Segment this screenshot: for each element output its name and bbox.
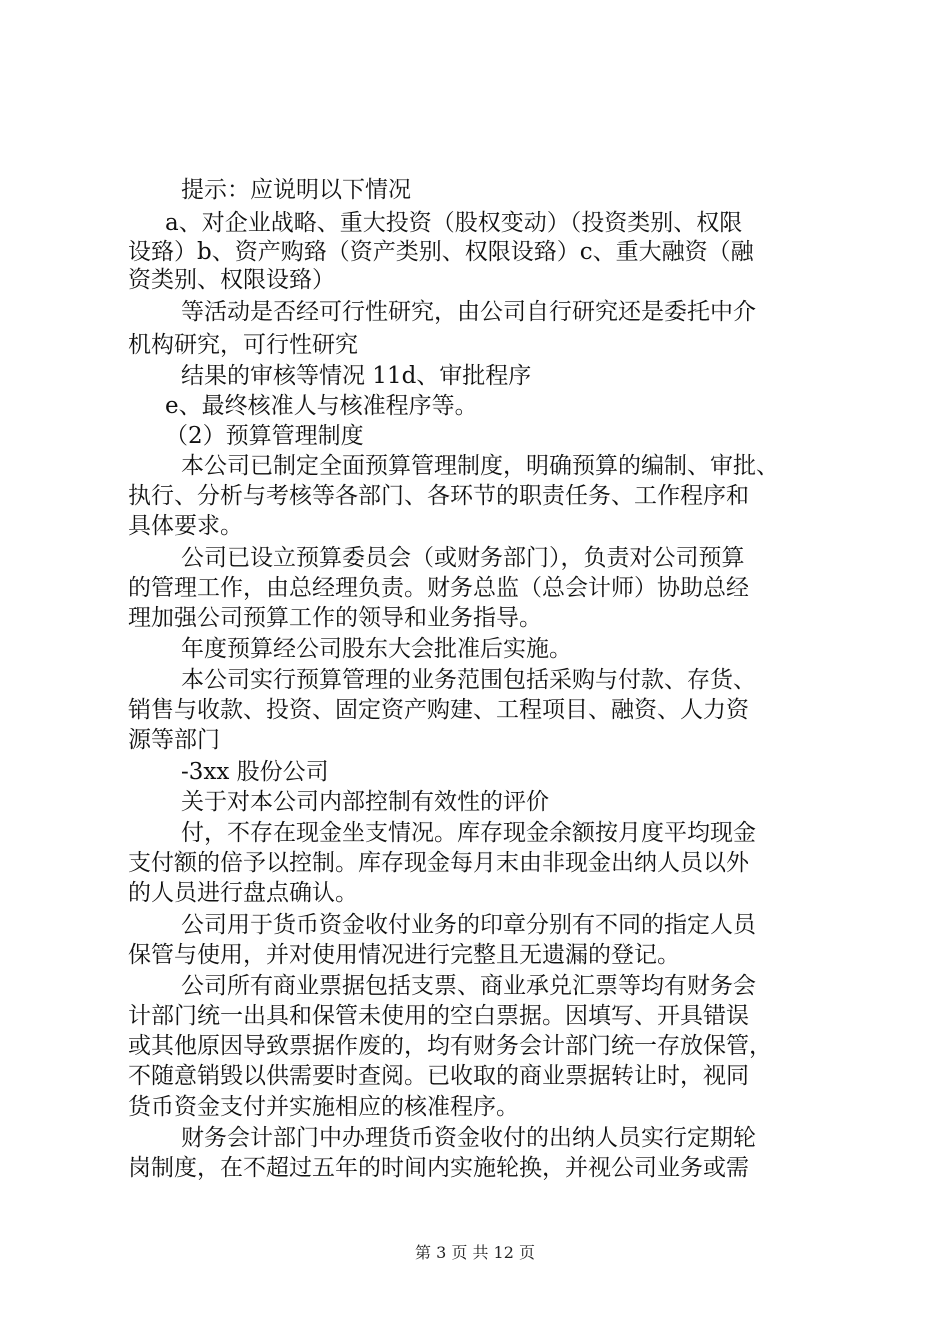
text-line: 具体要求。 bbox=[128, 513, 243, 539]
text-line: 机构研究，可行性研究 bbox=[128, 332, 358, 358]
text-line: 理加强公司预算工作的领导和业务指导。 bbox=[128, 605, 542, 631]
text-line: 保管与使用，并对使用情况进行完整且无遗漏的登记。 bbox=[128, 942, 680, 968]
text-line: 支付额的倍予以控制。库存现金每月末由非现金出纳人员以外 bbox=[128, 850, 749, 876]
text-line: a、对企业战略、重大投资（股权变动）（投资类别、权限 bbox=[165, 210, 743, 236]
text-line: 的人员进行盘点确认。 bbox=[128, 880, 358, 906]
text-line: -3xx 股份公司 bbox=[181, 759, 329, 785]
text-line: 公司用于货币资金收付业务的印章分别有不同的指定人员 bbox=[181, 912, 756, 938]
text-line: 的管理工作，由总经理负责。财务总监（总会计师）协助总经 bbox=[128, 575, 749, 601]
text-line: 销售与收款、投资、固定资产购建、工程项目、融资、人力资 bbox=[128, 697, 749, 723]
text-line: 提示：应说明以下情况 bbox=[181, 177, 411, 203]
text-line: 或其他原因导致票据作废的，均有财务会计部门统一存放保管， bbox=[128, 1033, 772, 1059]
text-line: 资类别、权限设臵） bbox=[128, 267, 335, 293]
text-line: 不随意销毁以供需要时查阅。已收取的商业票据转让时，视同 bbox=[128, 1063, 749, 1089]
text-line: 货币资金支付并实施相应的核准程序。 bbox=[128, 1094, 519, 1120]
text-line: 财务会计部门中办理货币资金收付的出纳人员实行定期轮 bbox=[181, 1125, 756, 1151]
text-line: 等活动是否经可行性研究，由公司自行研究还是委托中介 bbox=[181, 299, 756, 325]
text-line: e、最终核准人与核准程序等。 bbox=[165, 393, 478, 419]
page-footer: 第 3 页 共 12 页 bbox=[415, 1243, 535, 1262]
text-line: 结果的审核等情况 11d、审批程序 bbox=[181, 363, 532, 389]
text-line: 付，不存在现金坐支情况。库存现金余额按月度平均现金 bbox=[181, 820, 756, 846]
text-line: 公司已设立预算委员会（或财务部门），负责对公司预算 bbox=[181, 545, 745, 571]
text-line: 年度预算经公司股东大会批准后实施。 bbox=[181, 636, 572, 662]
text-line: 关于对本公司内部控制有效性的评价 bbox=[181, 789, 549, 815]
text-line: 岗制度，在不超过五年的时间内实施轮换，并视公司业务或需 bbox=[128, 1155, 749, 1181]
text-line: 公司所有商业票据包括支票、商业承兑汇票等均有财务会 bbox=[181, 973, 756, 999]
text-line: 执行、分析与考核等各部门、各环节的职责任务、工作程序和 bbox=[128, 483, 749, 509]
text-line: 设臵）b、资产购臵（资产类别、权限设臵）c、重大融资（融 bbox=[128, 239, 754, 265]
text-line: 本公司已制定全面预算管理制度，明确预算的编制、审批、 bbox=[181, 453, 779, 479]
section-heading: （2）预算管理制度 bbox=[165, 423, 364, 449]
text-line: 源等部门 bbox=[128, 727, 220, 753]
text-line: 计部门统一出具和保管未使用的空白票据。因填写、开具错误 bbox=[128, 1003, 749, 1029]
text-line: 本公司实行预算管理的业务范围包括采购与付款、存货、 bbox=[181, 667, 756, 693]
